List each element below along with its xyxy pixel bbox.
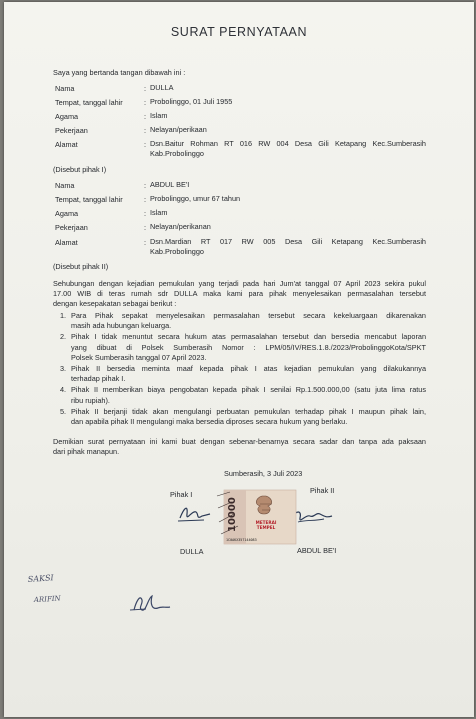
colon: : <box>144 181 147 190</box>
body-line: 17.00 WIB di teras rumah sdr DULLA maka kami para pihak menyelesaikan permasalahan tersebut <box>53 289 426 298</box>
pihak1-name: DULLA <box>180 547 204 556</box>
party1-birth-label: Tempat, tanggal lahir <box>55 98 123 107</box>
pihak2-name: ABDUL BE'I <box>297 546 337 555</box>
party2-job-value: Nelayan/perikanan <box>150 222 211 231</box>
party2-address-line1: Dsn.Mardian RT 017 RW 005 Desa Gili Ketapang Kec.Sumberasih <box>150 237 426 246</box>
pihak1-signature <box>174 500 214 526</box>
pihak2-label: Pihak II <box>310 486 335 495</box>
stamp-value: 10000 <box>227 497 238 532</box>
closing-line: Demikian surat pernyataan ini kami buat dengan sebenar-benarnya secara sadar dan tanpa ada paksaan <box>53 437 426 446</box>
party1-birth-value: Probolinggo, 01 Juli 1955 <box>150 97 233 106</box>
colon: : <box>144 223 147 232</box>
party1-name-label: Nama <box>55 84 75 93</box>
party1-job-label: Pekerjaan <box>55 126 88 135</box>
place-date: Sumberasih, 3 Juli 2023 <box>224 469 303 478</box>
item-number: 1. <box>60 311 67 320</box>
closing-line: dari pihak manapun. <box>53 447 120 456</box>
stamp-line2: TEMPEL <box>256 525 276 530</box>
party2-address-label: Alamat <box>55 238 78 247</box>
party1-designation: (Disebut pihak I) <box>53 165 107 174</box>
body-line: dengan kesepakatan sebagai berikut : <box>53 299 177 308</box>
item-line: Polsek Sumberasih tanggal 07 April 2023. <box>71 352 207 362</box>
colon: : <box>144 140 147 149</box>
handwritten-saksi: SAKSI <box>27 573 54 584</box>
item-line: Pihak I tidak menuntut secara hukum atas permasalahan tersebut dan bersedia mencabut laporan <box>71 332 426 342</box>
agreement-item <box>60 385 426 405</box>
meterai-stamp <box>216 488 298 546</box>
agreement-item <box>60 407 426 427</box>
colon: : <box>144 84 147 93</box>
item-line: terhadap pihak I. <box>71 374 126 384</box>
document-page <box>4 2 474 717</box>
party1-religion-label: Agama <box>55 112 79 121</box>
handwritten-name: ARIFIN <box>33 594 61 604</box>
item-number: 2. <box>60 332 67 342</box>
item-number: 3. <box>60 364 67 374</box>
stamp-serial: 1C0AKX357144083 <box>226 538 257 542</box>
party2-job-label: Pekerjaan <box>55 223 88 232</box>
body-line: Sehubungan dengan kejadian pemukulan yang terjadi pada hari Jum'at tanggal 07 April 2023 sekira pukul <box>53 279 426 288</box>
item-number: 5. <box>60 406 67 416</box>
party1-name-value: DULLA <box>150 83 174 92</box>
colon: : <box>144 112 147 121</box>
party2-birth-value: Probolinggo, umur 67 tahun <box>150 194 241 203</box>
agreement-list <box>60 311 426 428</box>
pihak1-label: Pihak I <box>170 490 193 499</box>
handwritten-witness-notes <box>24 568 74 608</box>
party1-religion-value: Islam <box>150 111 168 120</box>
item-line: Pihak II memberikan biaya pengobatan kepada pihak I senilai Rp.1.500.000,00 (satu juta lima ratus <box>71 385 426 395</box>
colon: : <box>144 195 147 204</box>
item-line: ribu rupiah). <box>71 395 110 405</box>
colon: : <box>144 98 147 107</box>
party1-address-line1: Dsn.Baitur Rohman RT 016 RW 004 Desa Gili Ketapang Kec.Sumberasih <box>150 139 426 148</box>
agreement-item <box>60 311 426 331</box>
witness-signature <box>128 590 174 616</box>
party2-address-line2: Kab.Probolinggo <box>150 247 204 256</box>
item-line: masih ada hubungan keluarga. <box>71 321 172 331</box>
party1-address-label: Alamat <box>55 140 78 149</box>
item-line: yang dibuat di Polsek Sumberasih Nomor : LPM/05/IV/RES.1.8./2023/ProbolinggoKota/SPKT <box>71 342 426 352</box>
item-number: 4. <box>60 385 67 395</box>
party2-religion-label: Agama <box>55 209 79 218</box>
party2-name-label: Nama <box>55 181 75 190</box>
party2-religion-value: Islam <box>150 208 168 217</box>
item-line: dan apabila pihak II mengulangi maka bersedia diproses secara hukum yang berlaku. <box>71 417 348 427</box>
intro-text: Saya yang bertanda tangan dibawah ini : <box>53 68 186 77</box>
agreement-item <box>60 332 426 363</box>
document-title: SURAT PERNYATAAN <box>170 25 308 39</box>
colon: : <box>144 209 147 218</box>
party2-birth-label: Tempat, tanggal lahir <box>55 195 123 204</box>
party1-address-line2: Kab.Probolinggo <box>150 149 204 158</box>
item-line: Pihak II bersedia meminta maaf kepada pihak I atas kejadian pemukulan yang dilakukannya <box>71 364 426 374</box>
agreement-item <box>60 364 426 384</box>
party2-designation: (Disebut pihak II) <box>53 262 109 271</box>
colon: : <box>144 238 147 247</box>
item-line: Para Pihak sepakat menyelesaikan permasalahan tersebut secara kekeluargaan dikarenakan <box>71 311 426 320</box>
party1-job-value: Nelayan/perikaan <box>150 125 207 134</box>
stamp-line1: METERAI <box>255 520 277 525</box>
party2-name-value: ABDUL BE'I <box>150 180 190 189</box>
colon: : <box>144 126 147 135</box>
item-line: Pihak II berjanji tidak akan mengulangi perbuatan pemukulan terhadap pihak I maupun pihak lain, <box>71 406 426 416</box>
